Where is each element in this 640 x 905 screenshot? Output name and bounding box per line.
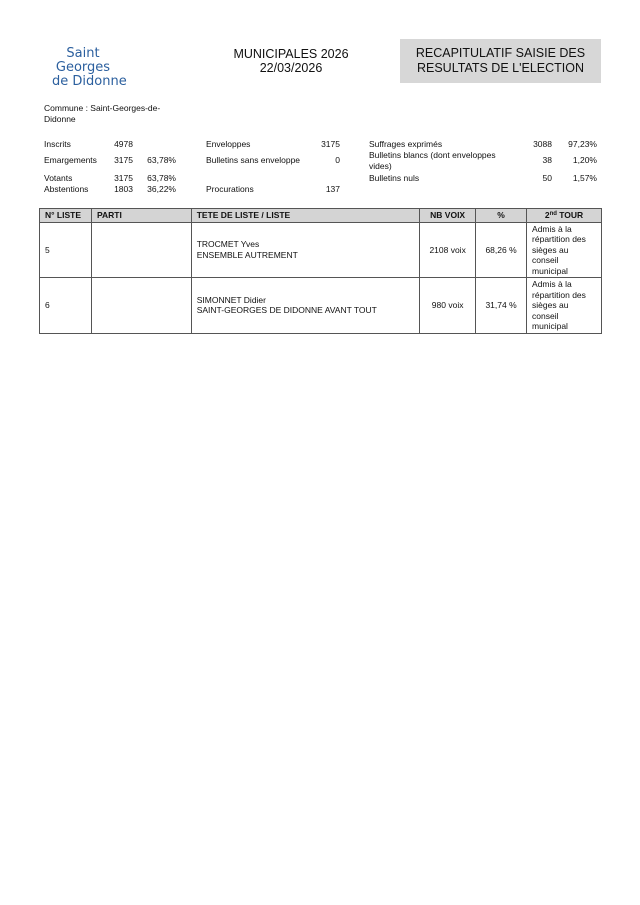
row-tour: Admis à la répartition des sièges au conseil municipal — [527, 278, 602, 334]
election-title: MUNICIPALES 2026 — [233, 47, 349, 61]
row-num: 6 — [40, 278, 92, 334]
logo-line-3: de Didonne — [52, 74, 127, 89]
table-header-row — [40, 209, 602, 223]
inscrits-label: Inscrits — [44, 139, 71, 149]
sans-enveloppe-value: 0 — [335, 155, 340, 165]
col-header-tete: TETE DE LISTE / LISTE — [191, 209, 419, 223]
row-tete — [191, 222, 419, 278]
election-date: 22/03/2026 — [259, 61, 323, 75]
table-row — [40, 278, 602, 334]
enveloppes-value: 3175 — [321, 139, 340, 149]
row-liste-name: ENSEMBLE AUTREMENT — [196, 249, 298, 260]
tour-num: 2 — [544, 210, 550, 220]
nuls-pct: 1,57% — [572, 173, 597, 183]
logo-line-2: Georges — [55, 60, 111, 75]
sans-enveloppe-label: Bulletins sans enveloppe — [206, 155, 301, 165]
exprimes-pct: 97,23% — [568, 139, 597, 149]
row-parti — [91, 278, 191, 334]
votants-value: 3175 — [114, 173, 133, 183]
results-table — [39, 208, 602, 334]
col-header-voix: NB VOIX — [420, 209, 476, 223]
exprimes-label: Suffrages exprimés — [369, 139, 443, 149]
row-num: 5 — [40, 222, 92, 278]
blancs-label: Bulletins blancs (dont enveloppes vides) — [369, 150, 496, 171]
row-voix: 2108 voix — [420, 222, 476, 278]
blancs-pct: 1,20% — [572, 155, 597, 165]
row-tete — [191, 278, 419, 334]
blancs-value: 38 — [542, 155, 552, 165]
abstentions-pct: 36,22% — [147, 184, 176, 194]
col-header-pct: % — [476, 209, 527, 223]
row-pct: 68,26 % — [476, 222, 527, 278]
commune-label: Commune : Saint-Georges-de-Didonne — [44, 103, 161, 124]
tour-sup: nd — [549, 211, 557, 217]
row-tete-name: TROCMET Yves — [196, 239, 260, 250]
row-tete-name: SIMONNET Didier — [196, 294, 266, 305]
col-header-tour — [527, 209, 602, 223]
row-tour: Admis à la répartition des sièges au conseil municipal — [527, 222, 602, 278]
town-logo — [52, 46, 127, 89]
row-voix: 980 voix — [420, 278, 476, 334]
nuls-label: Bulletins nuls — [369, 173, 420, 183]
abstentions-value: 1803 — [114, 184, 133, 194]
procurations-label: Procurations — [206, 184, 254, 194]
recap-box — [400, 39, 601, 83]
row-pct: 31,74 % — [476, 278, 527, 334]
abstentions-label: Abstentions — [44, 184, 89, 194]
recap-line-1: RECAPITULATIF SAISIE DES — [415, 46, 586, 60]
votants-pct: 63,78% — [147, 173, 176, 183]
votants-label: Votants — [44, 173, 73, 183]
emargements-label: Emargements — [44, 155, 97, 165]
document-title — [206, 47, 376, 75]
emargements-pct: 63,78% — [147, 155, 176, 165]
col-header-num: N° LISTE — [40, 209, 92, 223]
table-row — [40, 222, 602, 278]
logo-line-1: Saint — [66, 46, 100, 61]
inscrits-value: 4978 — [114, 139, 133, 149]
emargements-value: 3175 — [114, 155, 133, 165]
tour-text: TOUR — [556, 210, 584, 220]
nuls-value: 50 — [542, 173, 552, 183]
col-header-parti: PARTI — [91, 209, 191, 223]
recap-line-2: RESULTATS DE L'ELECTION — [416, 61, 584, 75]
row-parti — [91, 222, 191, 278]
procurations-value: 137 — [325, 184, 340, 194]
exprimes-value: 3088 — [533, 139, 552, 149]
enveloppes-label: Enveloppes — [206, 139, 251, 149]
row-liste-name: SAINT-GEORGES DE DIDONNE AVANT TOUT — [196, 305, 377, 316]
